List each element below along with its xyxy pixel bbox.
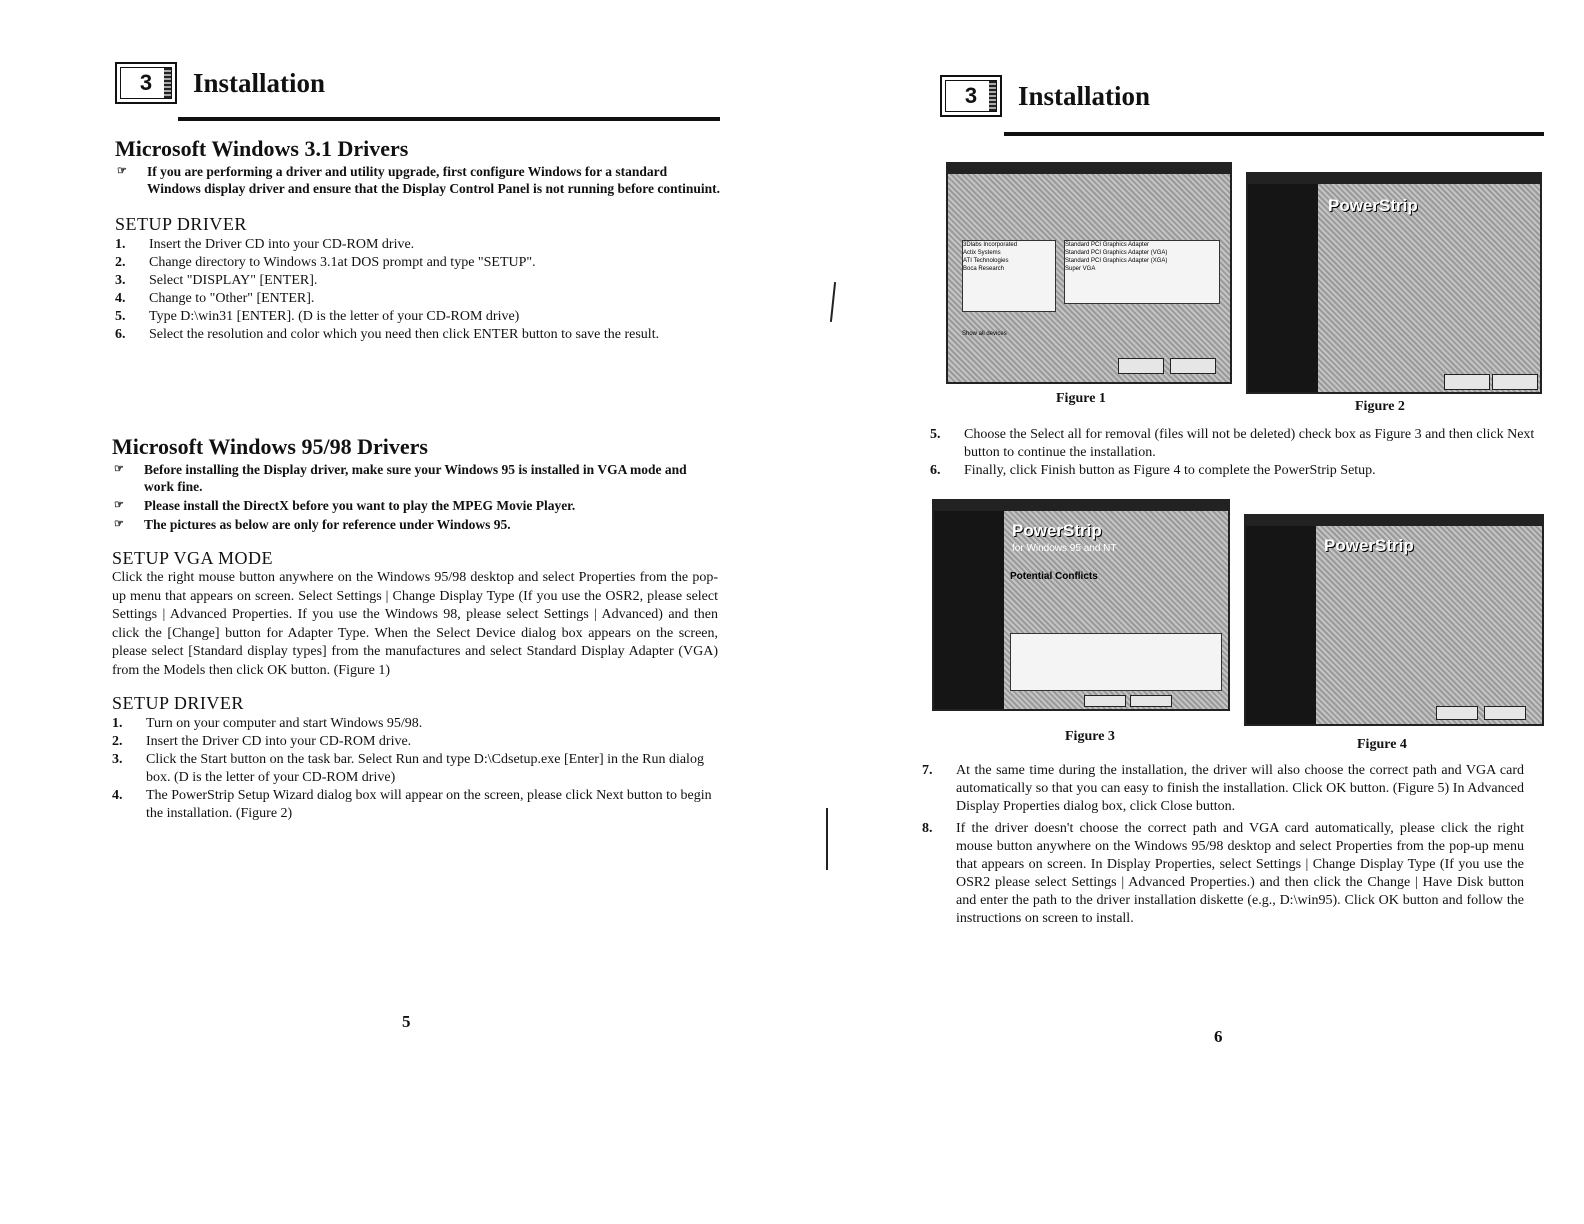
win31-note-text: If you are performing a driver and utility upgrade, first configure Windows for a standard Windows display driver and ensure that the Display Control Panel is not running before continuint. [147, 164, 720, 196]
show-all-devices-checkbox: Show all devices [962, 331, 1007, 337]
dialog-titlebar [1248, 174, 1540, 184]
pointing-hand-icon: ☞ [114, 499, 124, 511]
win95-heading: Microsoft Windows 95/98 Drivers [112, 434, 428, 459]
chapter-header [115, 62, 325, 104]
chapter-number: 3 [115, 62, 177, 104]
cancel-button [1492, 374, 1538, 390]
win95-note: ☞ Please install the DirectX before you want to play the MPEG Movie Player. [114, 498, 576, 513]
figure-4-caption: Figure 4 [1357, 737, 1407, 752]
list-item: 2. Insert the Driver CD into your CD-ROM drive. [112, 734, 412, 749]
conflicts-list [1010, 633, 1222, 691]
win95-setup-heading: SETUP DRIVER [112, 693, 244, 713]
figure-4-screenshot [1244, 514, 1544, 726]
finish-button [1436, 706, 1478, 720]
left-page [0, 0, 760, 1224]
manufacturers-list: 3Dlabs Incorporated Actix Systems ATI Technologies Boca Research [962, 240, 1056, 312]
steps-7-8 [922, 762, 1524, 928]
figure-1-screenshot [946, 162, 1232, 384]
win31-setup-heading: SETUP DRIVER [115, 214, 247, 234]
chapter-title: Installation [1018, 80, 1151, 111]
figure-2-caption: Figure 2 [1355, 399, 1405, 414]
figure-1-caption: Figure 1 [1056, 391, 1106, 406]
chapter-header [940, 75, 1150, 117]
list-item: 1. Turn on your computer and start Windows 95/98. [112, 716, 423, 731]
powerstrip-subtitle: for Windows 95 and NT [1012, 543, 1117, 554]
wizard-sidebar [1246, 526, 1316, 724]
list-item: 5. Choose the Select all for removal (files will not be deleted) check box as Figure 3 and then click Next button to continue the installation. [930, 427, 1535, 460]
figure-3-caption: Figure 3 [1065, 729, 1115, 744]
list-item: 5. Type D:\win31 [ENTER]. (D is the letter of your CD-ROM drive) [115, 309, 520, 324]
win95-note: ☞ Before installing the Display driver, make sure your Windows 95 is installed in VGA mode and work fine. [114, 462, 687, 494]
vga-mode-text: Click the right mouse button anywhere on the Windows 95/98 desktop and select Properties from the pop-up menu that appears on screen. Select Settings | Change Display Type (If you use the OSR2, please select Settings | Advanced Properties. If you use the Windows 98, please select Settings | Advanced) and then click the [Change] button for Adapter Type. When the Select Device dialog box appears on the screen, please select [Standard display types] from the manufactures and select Standard Display Adapter (VGA) from the Models then click OK button. (Figure 1) [112, 570, 718, 678]
pointing-hand-icon: ☞ [117, 165, 127, 177]
win95-section [112, 434, 718, 823]
list-item: 3. Click the Start button on the task bar. Select Run and type D:\Cdsetup.exe [Enter] in the Run dialog box. (D is the letter of your CD-ROM drive) [112, 752, 704, 785]
dialog-titlebar [948, 164, 1230, 174]
powerstrip-title: PowerStrip [1324, 536, 1414, 555]
powerstrip-title: PowerStrip [1328, 196, 1418, 215]
list-item: 3. Select "DISPLAY" [ENTER]. [115, 273, 318, 288]
potential-conflicts-heading: Potential Conflicts [1010, 571, 1098, 582]
chapter-rule [178, 117, 720, 121]
page-number: 5 [402, 1012, 411, 1031]
list-item: 6. Finally, click Finish button as Figure 4 to complete the PowerStrip Setup. [930, 463, 1376, 478]
cancel-button [1484, 706, 1526, 720]
win95-steps [112, 715, 718, 823]
list-item: 8. If the driver doesn't choose the correct path and VGA card automatically, please click the right mouse button anywhere on the Windows 95/98 desktop and select Properties from the pop-up menu that appears on screen. In Display Properties, select Settings | Change Display Type (If you use the OSR2 please select Settings | Advanced Properties.) and then click the Change | Have Disk button and enter the path to the driver installation diskette (e.g., D:\win95). Click OK button and follow the instructions on screen to install. [922, 821, 1524, 926]
steps-5-6 [930, 426, 1536, 480]
list-item: 6. Select the resolution and color which you need then click ENTER button to save the result. [115, 327, 660, 342]
figure-2-screenshot [1246, 172, 1542, 394]
chapter-number: 3 [940, 75, 1002, 117]
pointing-hand-icon: ☞ [114, 518, 124, 530]
models-list: Standard PCI Graphics Adapter Standard PCI Graphics Adapter (VGA) Standard PCI Graphics Adapter (XGA) Super VGA [1064, 240, 1220, 304]
list-item: 7. At the same time during the installation, the driver will also choose the correct path and VGA card automatically so that you can easy to finish the installation. Click OK button. (Figure 5) In Advanced Display Properties dialog box, click Close button. [922, 763, 1524, 814]
win31-steps [115, 236, 723, 344]
list-item: 4. Change to "Other" [ENTER]. [115, 291, 315, 306]
cancel-button [1170, 358, 1216, 374]
dialog-titlebar [1246, 516, 1542, 526]
next-button [1084, 695, 1126, 707]
right-page [800, 0, 1584, 1224]
wizard-sidebar [934, 511, 1004, 709]
vga-mode-heading: SETUP VGA MODE [112, 548, 274, 568]
win31-note [115, 163, 723, 197]
page-number: 6 [1214, 1027, 1223, 1046]
figure-3-screenshot [932, 499, 1230, 711]
dialog-titlebar [934, 501, 1228, 511]
chapter-title: Installation [193, 67, 326, 98]
next-button [1444, 374, 1490, 390]
ok-button [1118, 358, 1164, 374]
win31-section [115, 136, 723, 344]
wizard-sidebar [1248, 184, 1318, 392]
list-item: 1. Insert the Driver CD into your CD-ROM drive. [115, 237, 415, 252]
cancel-button [1130, 695, 1172, 707]
chapter-rule [1004, 132, 1544, 136]
list-item: 4. The PowerStrip Setup Wizard dialog box will appear on the screen, please click Next button to begin the installation. (Figure 2) [112, 788, 712, 821]
pointing-hand-icon: ☞ [114, 463, 124, 475]
win31-heading: Microsoft Windows 3.1 Drivers [115, 136, 409, 161]
list-item: 2. Change directory to Windows 3.1at DOS prompt and type "SETUP". [115, 255, 536, 270]
win95-note: ☞ The pictures as below are only for reference under Windows 95. [114, 517, 511, 532]
powerstrip-title: PowerStrip [1012, 521, 1102, 540]
